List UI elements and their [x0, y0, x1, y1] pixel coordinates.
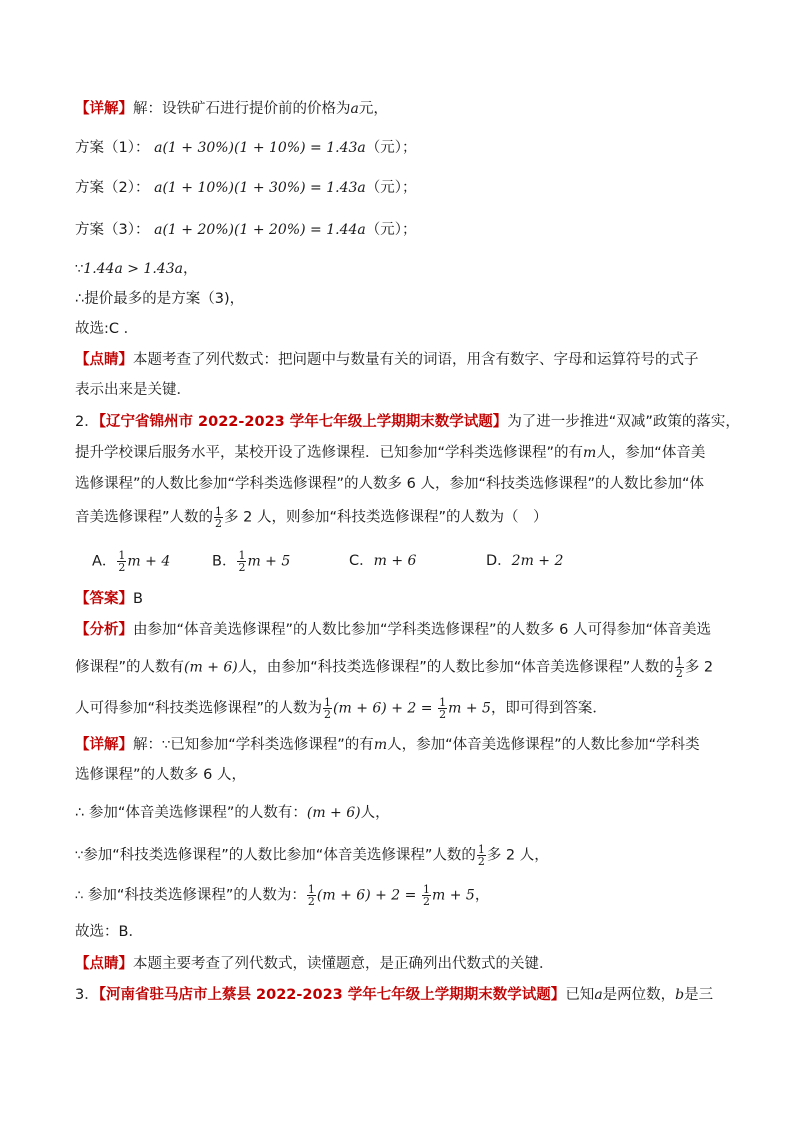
detail-2-line-2: 选修课程”的人数多 6 人，	[75, 767, 246, 783]
therefore-line: ∴提价最多的是方案（3)，	[75, 291, 245, 307]
insight-2-line: 【点睛】本题主要考查了列代数式，读懂题意，是正确列出代数式的关键．	[75, 956, 554, 972]
option-d[interactable]: D．2m + 2	[486, 553, 564, 569]
question-2-source: 【辽宁省锦州市 2022-2023 学年七年级上学期期末数学试题】	[98, 414, 508, 430]
plan-2-line: 方案（2）： a(1 + 10%)(1 + 30%) = 1.43a（元）；	[75, 180, 417, 196]
question-3-line-1: 3．【河南省驻马店市上蔡县 2022-2023 学年七年级上学期期末数学试题】已知a是两位数，b是三	[75, 987, 714, 1003]
detail-tag: 【详解】	[75, 101, 133, 117]
detail-line-1: 【详解】解：设铁矿石进行提价前的价格为a元，	[75, 101, 388, 117]
analysis-line-3: 人可得参加“科技类选修课程”的人数为 $\frac{1}{2}$ (m + 6) + 2 = $\frac{1}{2}$ m + 5，即可得到答案．	[75, 696, 607, 721]
option-c[interactable]: C．m + 6	[349, 553, 417, 569]
detail-2-choice: 故选：B．	[75, 924, 143, 940]
detail-2-line-5: ∴ 参加“科技类选修课程”的人数为： $\frac{1}{2}$ (m + 6) + 2 = $\frac{1}{2}$ m + 5，	[75, 883, 490, 908]
insight-line-2: 表示出来是关键．	[75, 382, 191, 398]
insight-line-1: 【点睛】本题考查了列代数式：把问题中与数量有关的词语，用含有数字、字母和运算符号的式子	[75, 352, 699, 368]
detail-2-line-1: 【详解】解：∵已知参加“学科类选修课程”的有m人，参加“体音美选修课程”的人数比参加“学科类	[75, 737, 700, 753]
question-2-line-1: 2．【辽宁省锦州市 2022-2023 学年七年级上学期期末数学试题】为了进一步推进“双减”政策的落实，	[75, 414, 740, 430]
detail-2-tag: 【详解】	[75, 737, 133, 753]
answer-line: 【答案】B	[75, 591, 143, 607]
insight-2-tag: 【点睛】	[75, 956, 133, 972]
analysis-line-1: 【分析】由参加“体音美选修课程”的人数比参加“学科类选修课程”的人数多 6 人可得参加“体音美选	[75, 622, 712, 638]
plan-3-line: 方案（3）： a(1 + 20%)(1 + 20%) = 1.44a（元）；	[75, 222, 417, 238]
question-2-line-2: 提升学校课后服务水平，某校开设了选修课程．已知参加“学科类选修课程”的有m人，参加“体音美	[75, 445, 706, 461]
question-2-line-4: 音美选修课程”人数的 $\frac{1}{2}$ 多 2 人，则参加“科技类选修课程”的人数为（ ）	[75, 505, 548, 530]
detail-2-line-4: ∵参加“科技类选修课程”的人数比参加“体音美选修课程”人数的 $\frac{1}{2}$ 多 2 人，	[75, 843, 549, 868]
plan-1-line: 方案（1）： a(1 + 30%)(1 + 10%) = 1.43a（元）；	[75, 140, 417, 156]
because-line: ∵1.44a > 1.43a，	[75, 261, 198, 277]
detail-2-line-3: ∴ 参加“体音美选修课程”的人数有：(m + 6)人，	[75, 805, 390, 821]
question-3-source: 【河南省驻马店市上蔡县 2022-2023 学年七年级上学期期末数学试题】	[98, 987, 566, 1003]
insight-tag: 【点睛】	[75, 352, 133, 368]
question-2-line-3: 选修课程”的人数比参加“学科类选修课程”的人数多 6 人，参加“科技类选修课程”的人数比参加“体	[75, 476, 705, 492]
choice-line: 故选:C ．	[75, 321, 139, 337]
option-b[interactable]: B． $\frac{1}{2}$ m + 5	[212, 549, 291, 574]
analysis-line-2: 修课程”的人数有(m + 6)人，由参加“科技类选修课程”的人数比参加“体音美选修课程”人数的 $\frac{1}{2}$ 多 2	[75, 655, 714, 680]
analysis-tag: 【分析】	[75, 622, 133, 638]
answer-tag: 【答案】	[75, 591, 133, 607]
fraction-one-half: $\frac{1}{2}$	[215, 505, 223, 530]
option-a[interactable]: A． $\frac{1}{2}$ m + 4	[92, 549, 171, 574]
